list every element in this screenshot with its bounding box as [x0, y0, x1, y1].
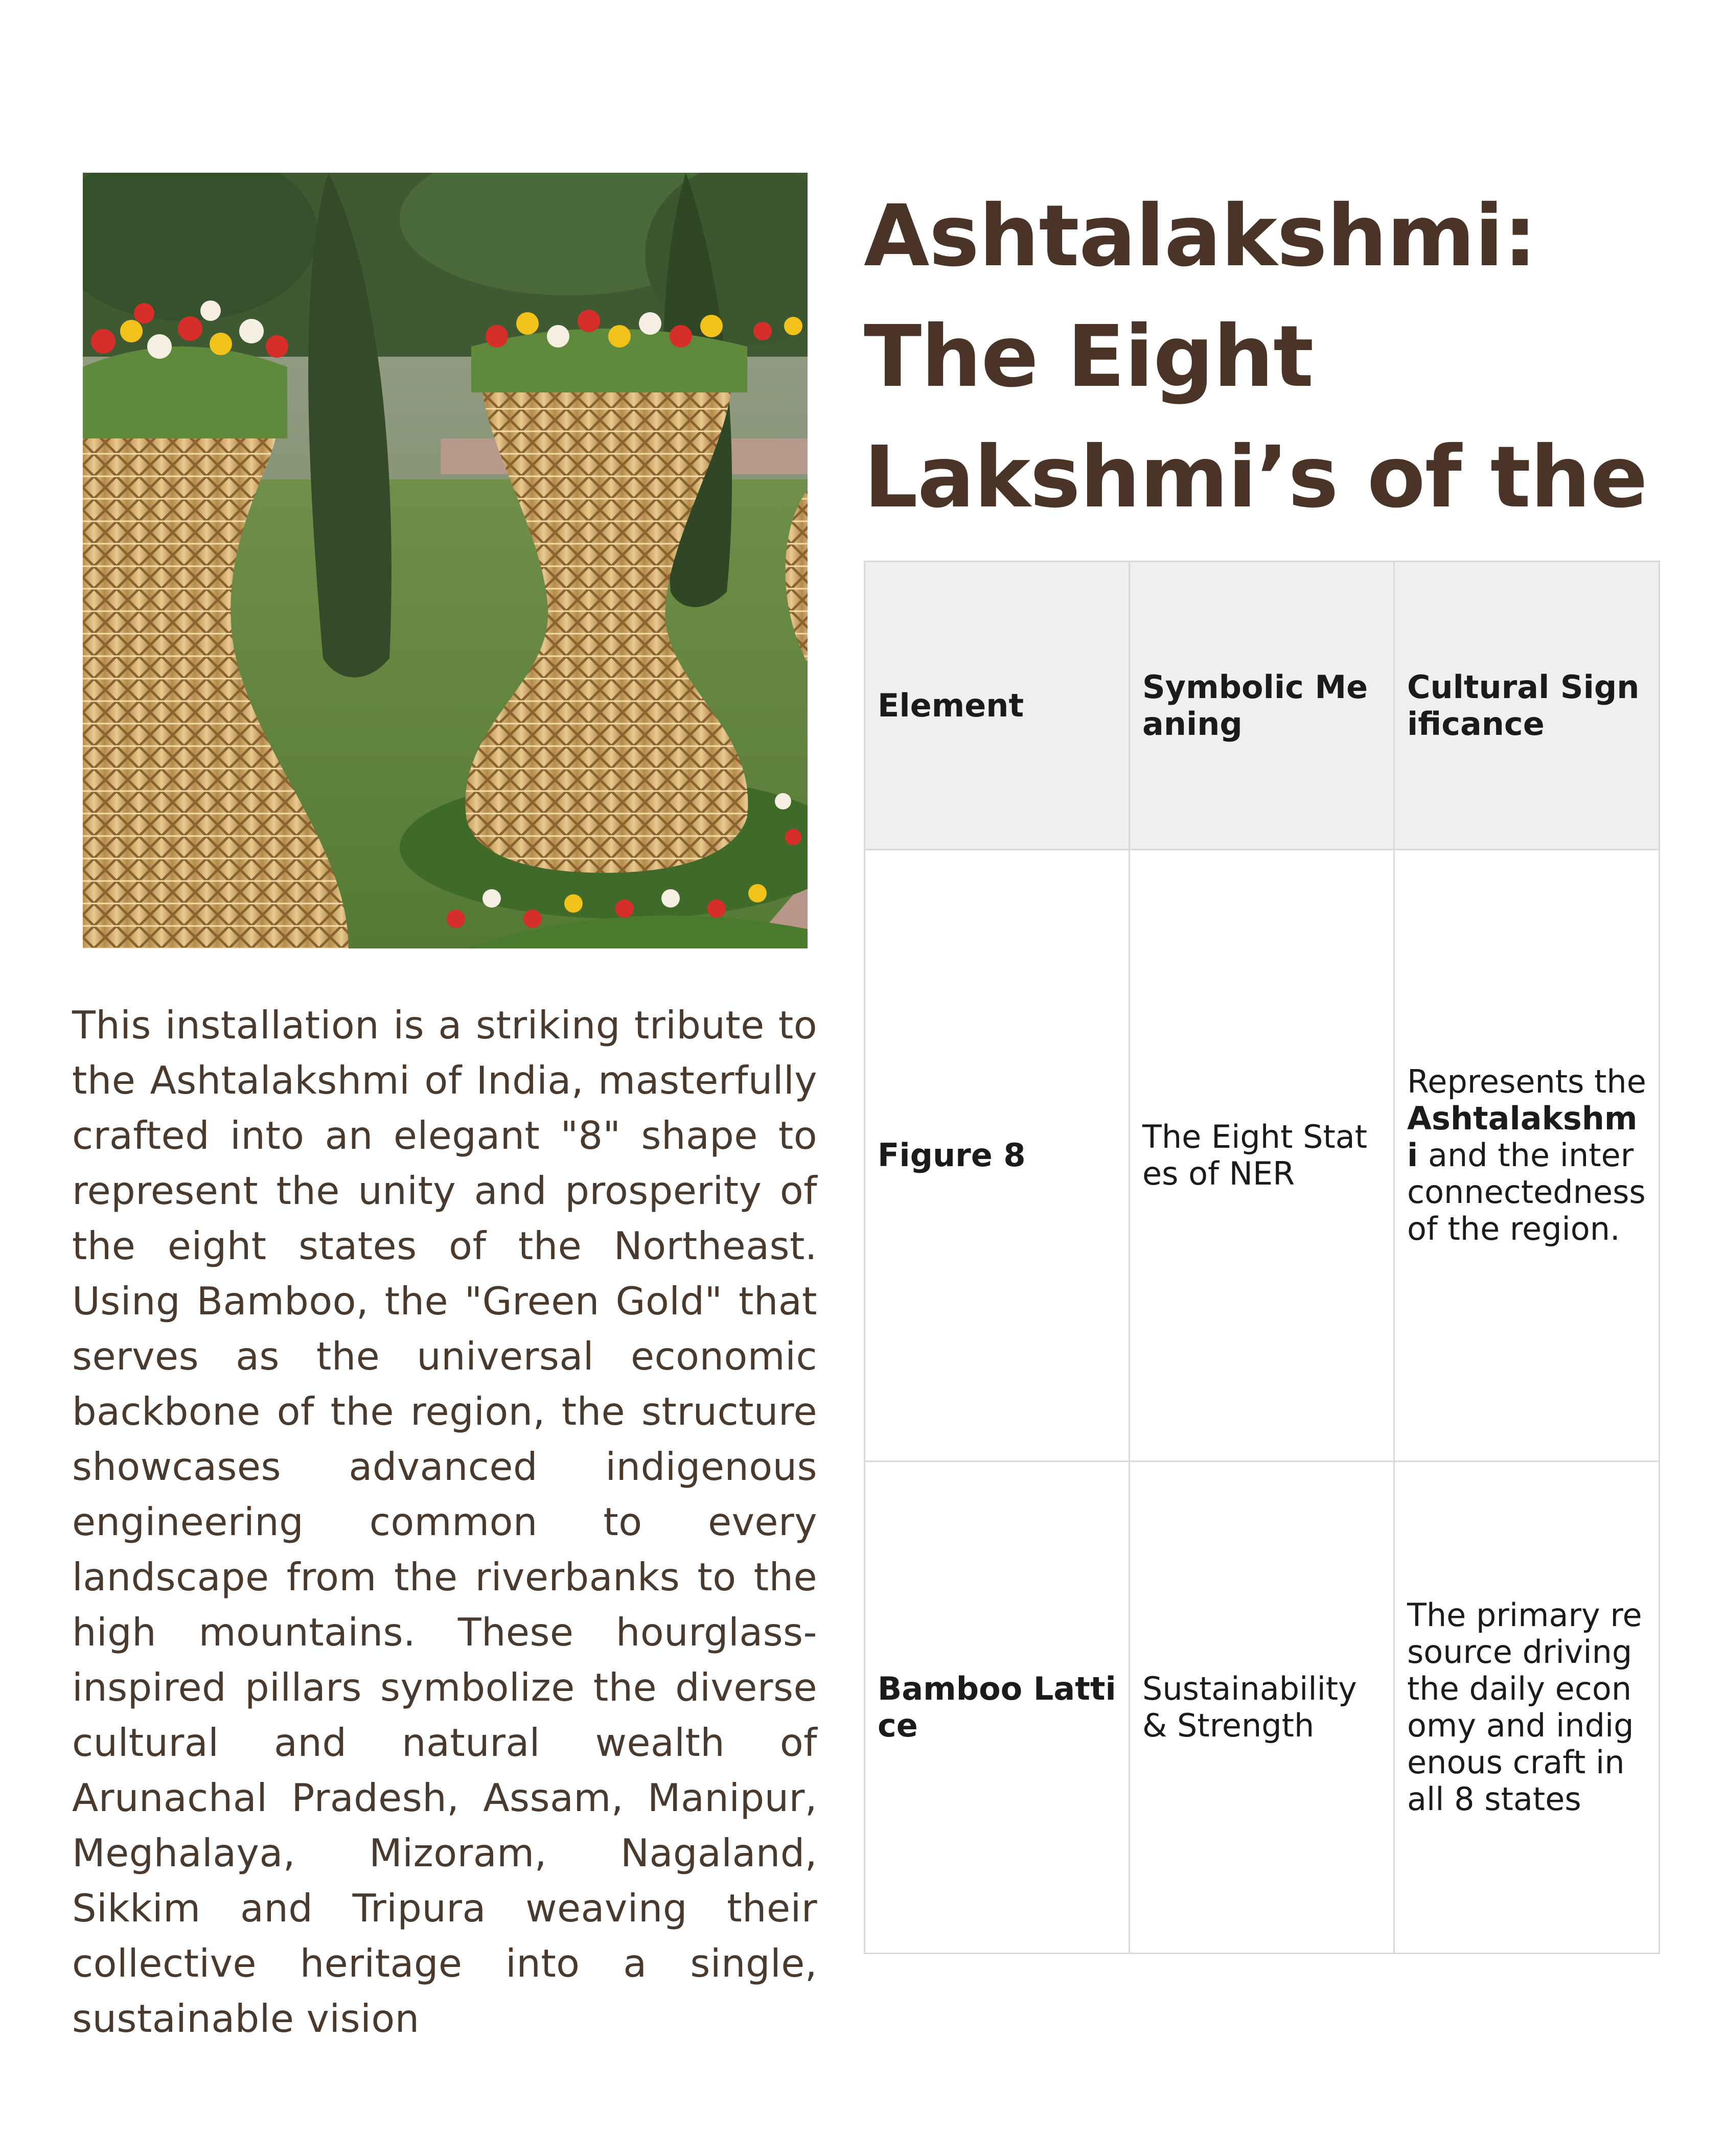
description-paragraph: This installation is a striking tribute to the Ashtalakshmi of India, masterfully crafted into an elegant "8" shape to represent the unity and prosperity of the eight states of the Northeast. Using Bamboo, the "Green Gold" that serves as the universal economic backbone of the region, the structure showcases advanced indigenous engineering common to every landscape from the riverbanks to the high mountains. These hourglass-inspired pillars symbolize the diverse cultural and natural wealth of Arunachal Pradesh, Assam, Manipur, Meghalaya, Mizoram, Nagaland, Sikkim and Tripura weaving their collective heritage into a single, sustainable vision — [72, 1003, 817, 2041]
bamboo-installation-photo — [83, 173, 808, 948]
significance-text-bold: Ashtalakshmi — [1407, 1100, 1638, 1174]
symbolism-table — [864, 561, 1660, 1954]
header-element: Element — [865, 562, 1130, 850]
table-row — [865, 1462, 1660, 1954]
significance-text-post: and the interconnectedness of the region. — [1407, 1137, 1646, 1247]
cell-significance: The primary resource driving the daily economy and indigenous craft in all 8 states — [1394, 1462, 1660, 1954]
header-symbolic-meaning: Symbolic Meaning — [1130, 562, 1394, 850]
table-row — [865, 850, 1660, 1462]
significance-text-pre: Represents the — [1407, 1063, 1646, 1100]
cell-element: Figure 8 — [865, 850, 1130, 1462]
page-title: Ashtalakshmi: The Eight Lakshmi’s of the — [864, 187, 1647, 527]
cell-meaning: Sustainability & Strength — [1130, 1462, 1394, 1954]
header-cultural-significance: Cultural Significance — [1394, 562, 1660, 850]
cell-element: Bamboo Lattice — [865, 1462, 1130, 1954]
cell-meaning: The Eight States of NER — [1130, 850, 1394, 1462]
table-header-row — [865, 562, 1660, 850]
cell-significance — [1394, 850, 1660, 1462]
